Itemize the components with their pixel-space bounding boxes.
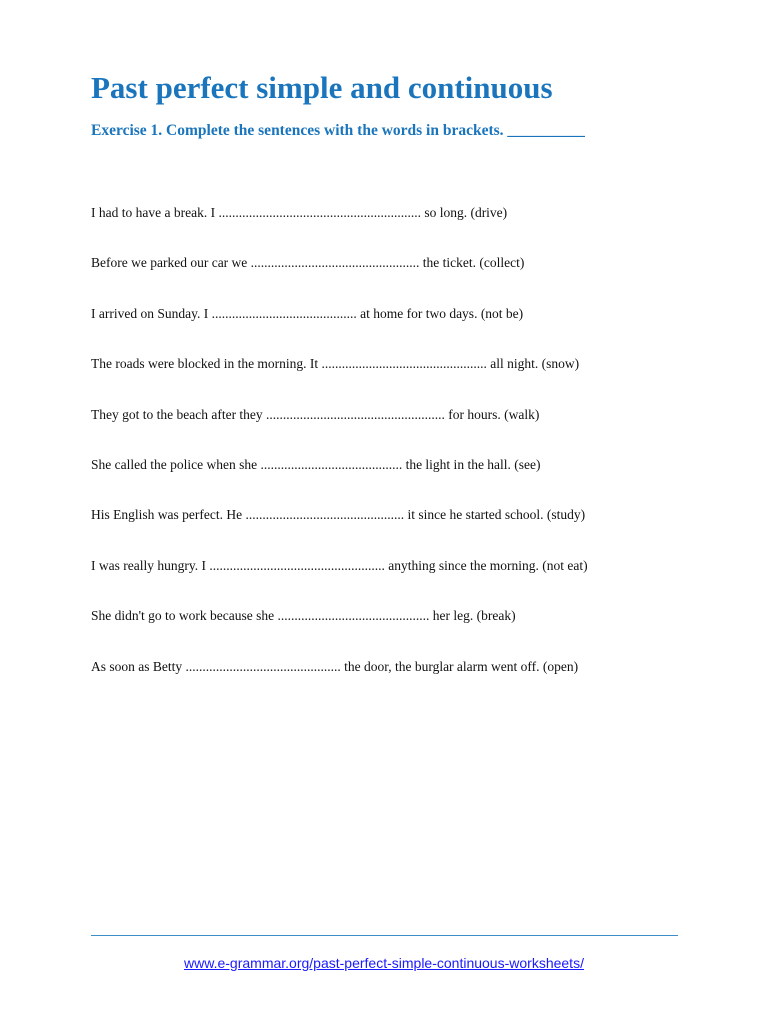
- exercise-sentence-5: They got to the beach after they ..................................................... for hours. (walk): [91, 406, 540, 422]
- exercise-sentence-6: She called the police when she .......................................... the light in the hall. (see): [91, 456, 541, 472]
- footer-website-link[interactable]: www.e-grammar.org/past-perfect-simple-continuous-worksheets/: [184, 955, 584, 971]
- exercise-sentence-7: His English was perfect. He ............................................... it since he started school. (study): [91, 507, 586, 523]
- footer-divider: [91, 935, 678, 936]
- exercise-sentence-8: I was really hungry. I .................................................... anything since the morning. (not eat): [91, 557, 588, 573]
- exercise-instructions: Exercise 1. Complete the sentences with the words in brackets. __________: [91, 122, 585, 139]
- exercise-sentence-4: The roads were blocked in the morning. It ................................................. all night. (snow): [91, 356, 580, 372]
- exercise-sentence-9: She didn't go to work because she ............................................. her leg. (break): [91, 608, 516, 624]
- exercise-sentence-2: Before we parked our car we .................................................. the ticket. (collect): [91, 255, 525, 271]
- exercise-sentence-3: I arrived on Sunday. I ........................................... at home for two days. (not be): [91, 305, 524, 321]
- exercise-sentence-list: [91, 202, 588, 706]
- exercise-sentence-10: As soon as Betty .............................................. the door, the burglar alarm went off. (open): [91, 658, 579, 674]
- exercise-sentence-1: I had to have a break. I ............................................................ so long. (drive): [91, 205, 508, 220]
- page-title: Past perfect simple and continuous: [91, 70, 553, 105]
